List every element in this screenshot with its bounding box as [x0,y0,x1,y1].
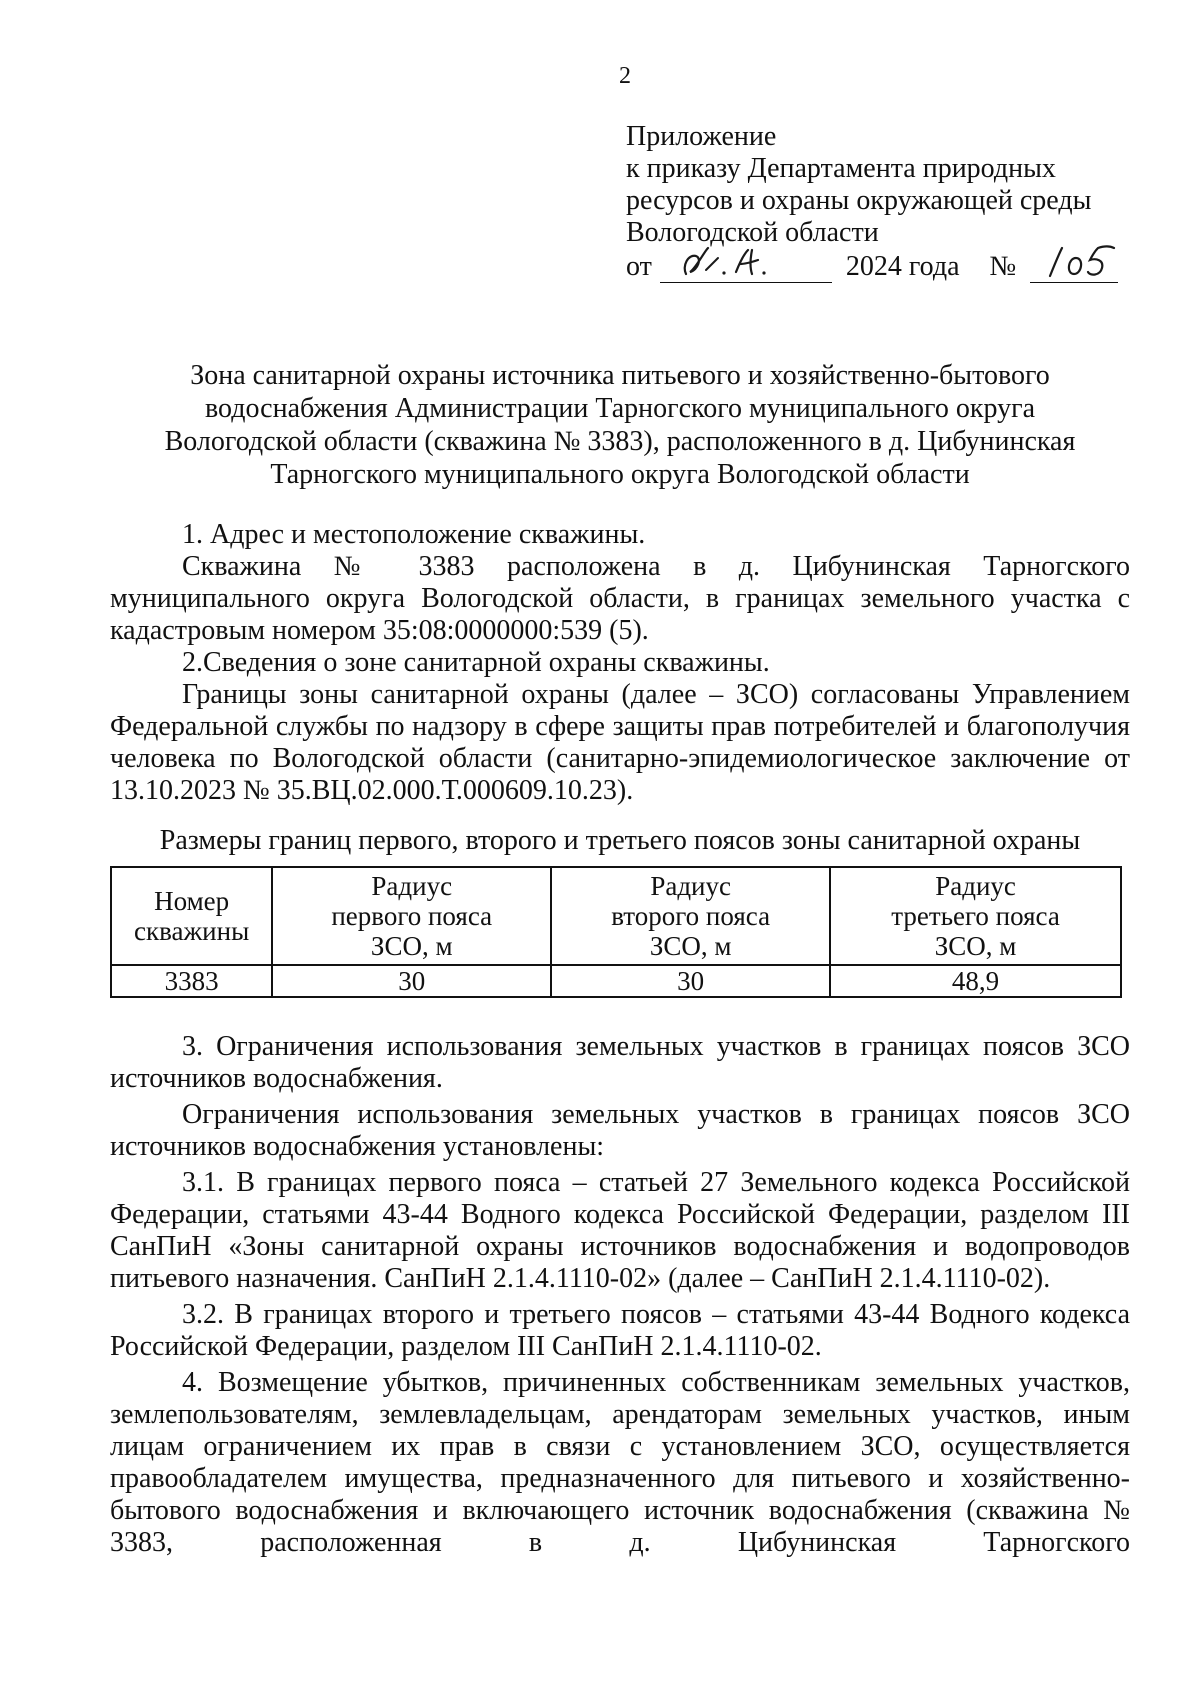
zone-radius-table [110,866,1122,998]
header-radius-first: Радиус первого пояса ЗСО, м [272,867,551,965]
handwritten-date-signature [678,244,798,280]
title-line-4: Тарногского муниципального округа Вологодской области [270,459,970,490]
appendix-block [626,121,1146,283]
section-2-text: Границы зоны санитарной охраны (далее – ЗСО) согласованы Управлением Федеральной службы по надзору в сфере защиты прав потребителей и благополучия человека по Вологодской области (санитарно-эпидемиологическое заключение от 13.10.2023 № 35.ВЦ.02.000.Т.000609.10.23). [110,679,1130,806]
table-header-row [111,867,1121,965]
title-line-1: Зона санитарной охраны источника питьевого и хозяйственно-бытового [190,360,1050,391]
cell-well-number: 3383 [111,965,272,997]
section-3-1: 3.1. В границах первого пояса – статьей 27 Земельного кодекса Российской Федерации, статьями 43-44 Водного кодекса Российской Федерации, разделом III СанПиН «Зоны санитарной охраны источников водоснабжения и водопроводов питьевого назначения. СанПиН 2.1.4.1110-02» (далее – СанПиН 2.1.4.1110-02). [110,1167,1130,1294]
table-caption: Размеры границ первого, второго и третьего поясов зоны санитарной охраны [159,825,1081,856]
document-title [110,359,1130,491]
section-3-heading: 3. Ограничения использования земельных участков в границах поясов ЗСО источников водоснабжения. [110,1031,1130,1094]
header-well-number: Номер скважины [111,867,272,965]
handwritten-number-signature [1040,242,1120,282]
appendix-line-3: ресурсов и охраны окружающей среды [626,185,1092,216]
header-radius-second: Радиус второго пояса ЗСО, м [551,867,830,965]
section-4-text: 4. Возмещение убытков, причиненных собственникам земельных участков, землепользователям, землевладельцам, арендаторам земельных участков, иным лицам ограничением их прав в связи с установлением ЗСО, осуществляется правообладателем имущества, предназначенного для питьевого и хозяйственно-бытового водоснабжения и включающего источник водоснабжения (скважина № 3383, расположенная в д. Цибунинская Тарногского [110,1367,1130,1558]
number-sign: № [989,251,1017,282]
title-line-2: водоснабжения Администрации Тарногского муниципального округа [204,393,1035,424]
header-radius-third: Радиус третьего пояса ЗСО, м [830,867,1121,965]
section-1-text: Скважина № 3383 расположена в д. Цибунинская Тарногского муниципального округа Вологодской области, в границах земельного участка с кадастровым номером 35:08:0000000:539 (5). [110,551,1130,646]
title-line-3: Вологодской области (скважина № 3383), расположенного в д. Цибунинская [164,426,1076,457]
cell-radius-first: 30 [272,965,551,997]
section-1-2 [110,519,1130,807]
date-prefix: от [626,251,652,282]
order-number-field [1030,254,1118,283]
year-text: 2024 года [845,251,960,282]
section-3-4 [110,1031,1130,1559]
date-field [660,254,832,283]
appendix-line-2: к приказу Департамента природных [626,153,1056,184]
section-3-2: 3.2. В границах второго и третьего поясов – статьями 43-44 Водного кодекса Российской Федерации, разделом III СанПиН 2.1.4.1110-02. [110,1299,1130,1362]
appendix-line-1: Приложение [626,121,777,152]
page-number: 2 [619,63,631,89]
section-1-heading: 1. Адрес и местоположение скважины. [182,519,646,550]
cell-radius-second: 30 [551,965,830,997]
section-2-heading: 2.Сведения о зоне санитарной охраны скважины. [182,647,770,678]
section-3-intro: Ограничения использования земельных участков в границах поясов ЗСО источников водоснабжения установлены: [110,1099,1130,1162]
table-row [111,965,1121,997]
order-date-line [626,249,1146,283]
cell-radius-third: 48,9 [830,965,1121,997]
appendix-line-4: Вологодской области [626,217,879,248]
